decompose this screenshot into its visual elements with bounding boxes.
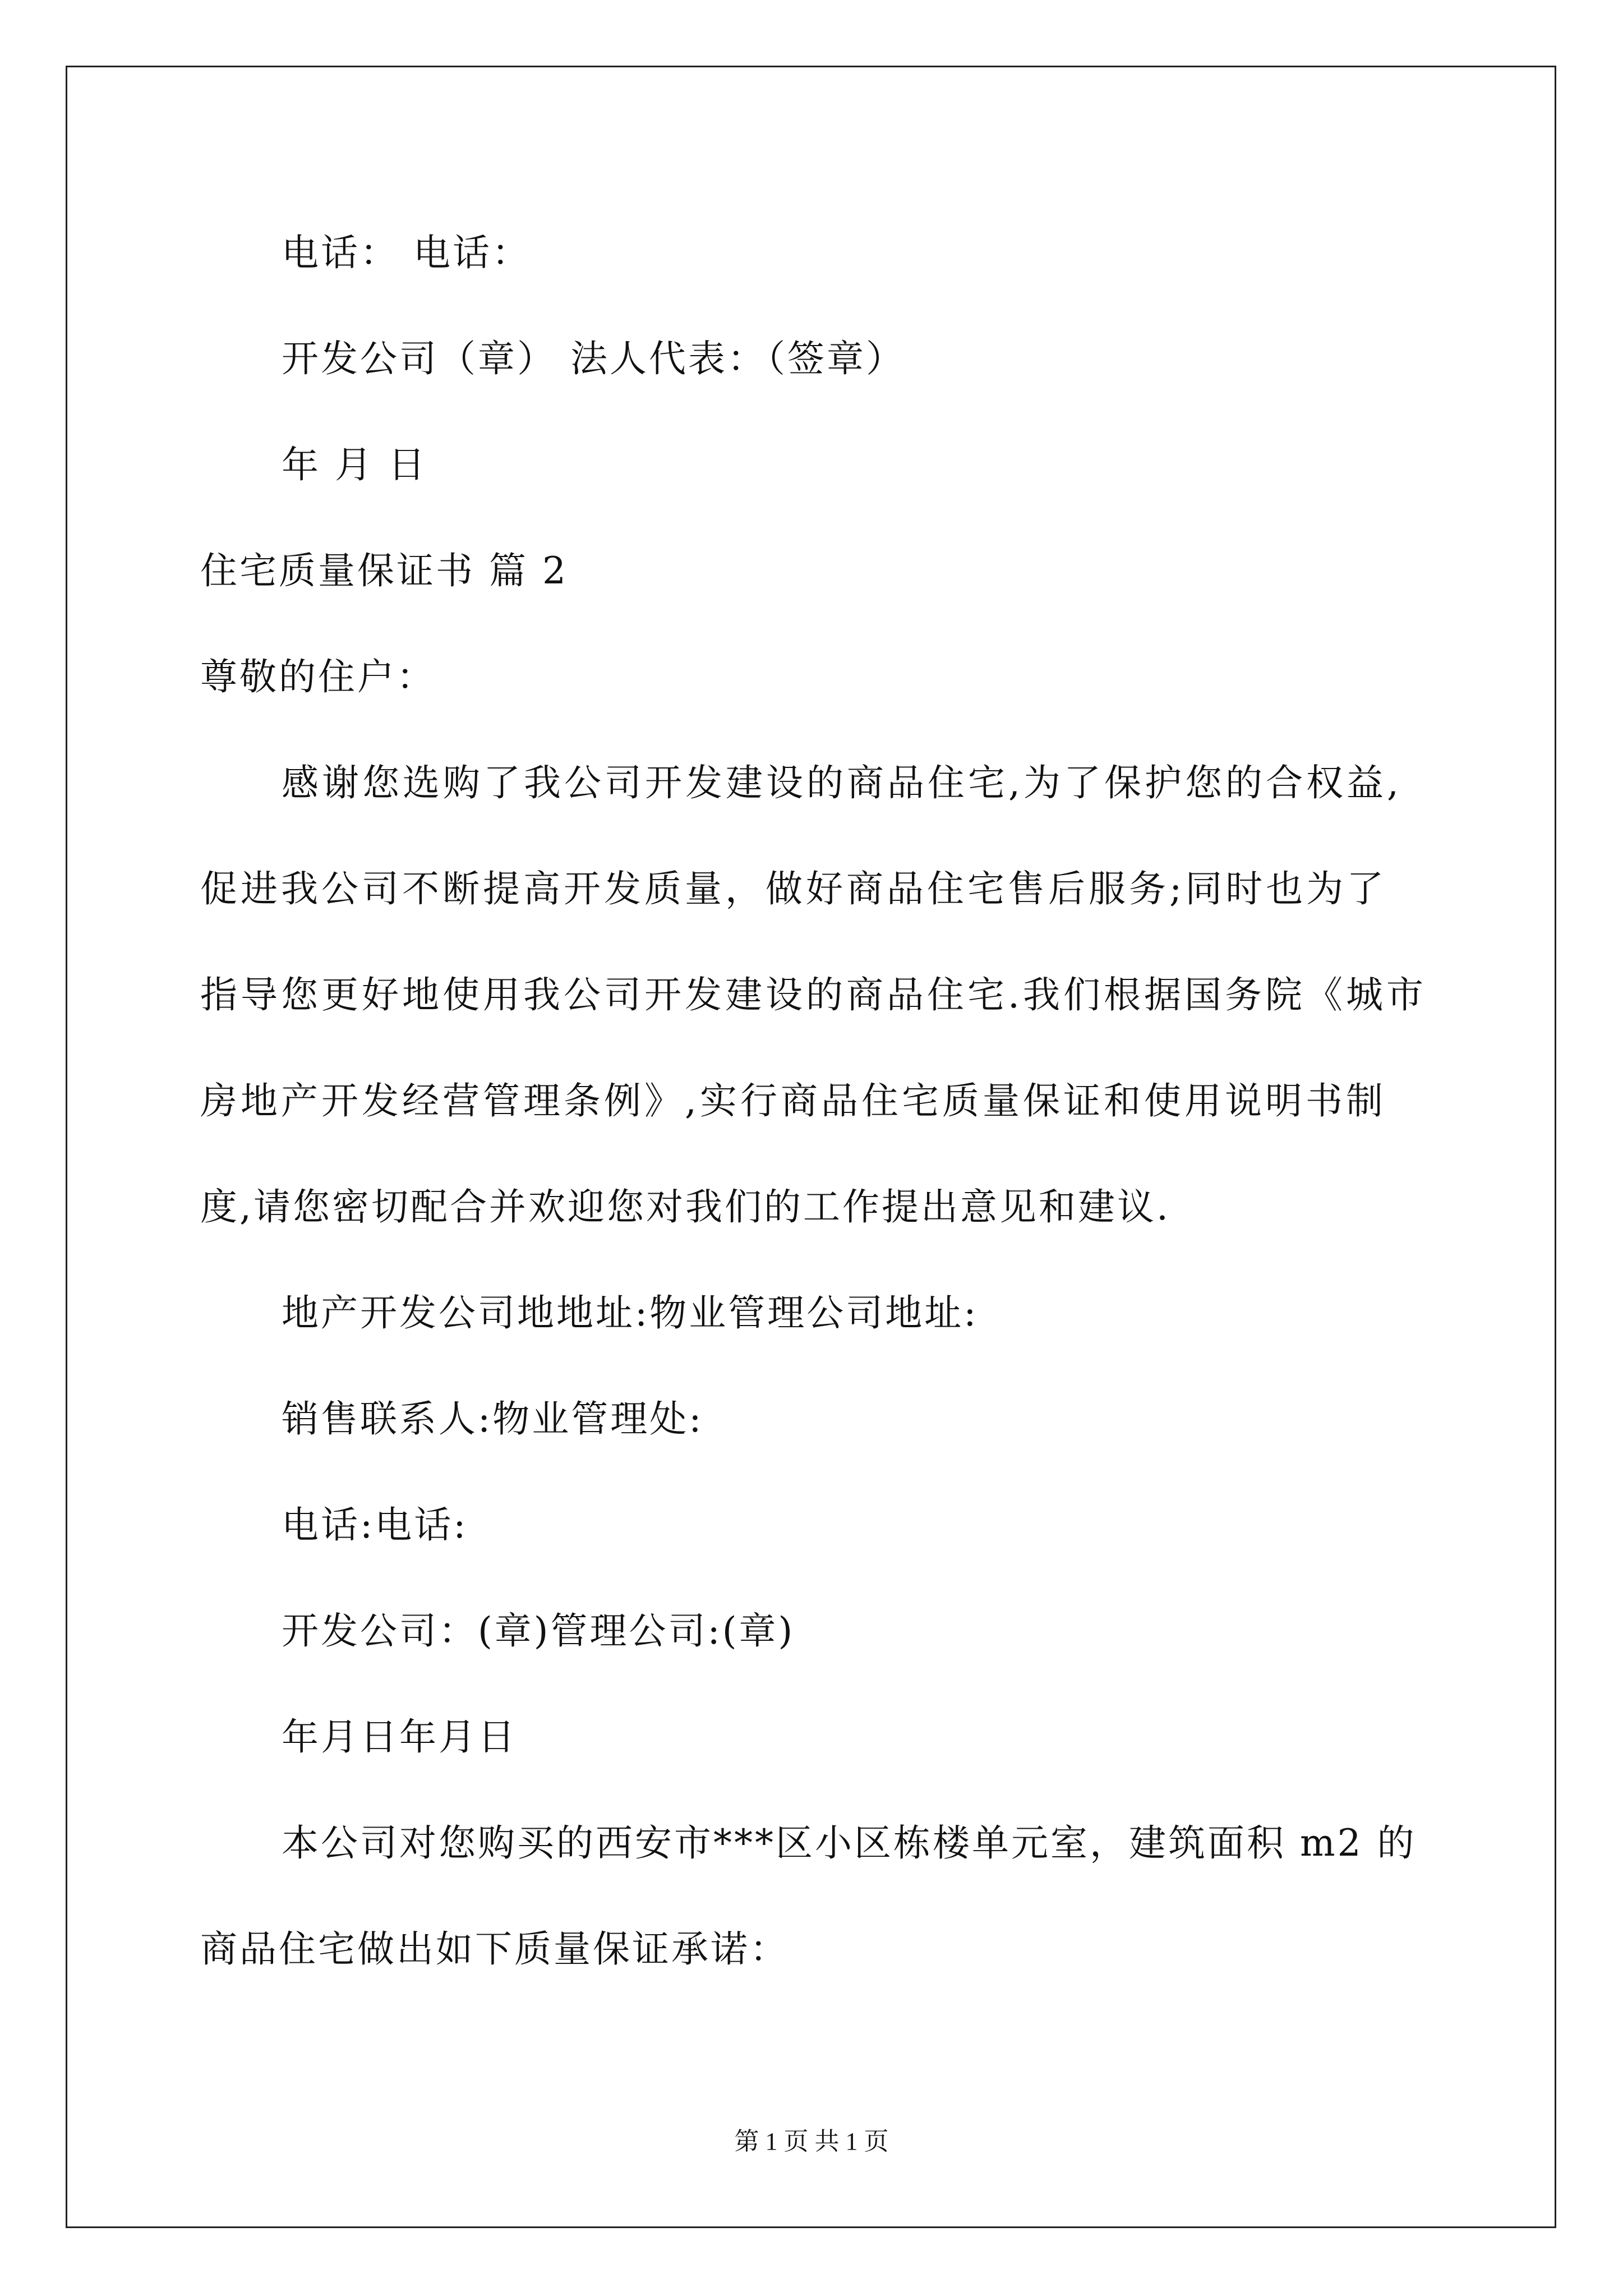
paragraph-line: 感谢您选购了我公司开发建设的商品住宅,为了保护您的合权益, <box>282 761 1402 804</box>
page-footer: 第 1 页 共 1 页 <box>734 2128 889 2155</box>
paragraph-line: 度,请您密切配合并欢迎您对我们的工作提出意见和建议. <box>200 1185 1170 1228</box>
page-border <box>66 66 1556 2228</box>
text-line-date: 年 月 日 <box>282 443 427 486</box>
paragraph-line: 本公司对您购买的西安市***区小区栋楼单元室，建筑面积 m2 的 <box>282 1821 1417 1865</box>
salutation: 尊敬的住户： <box>200 655 436 698</box>
text-line-phones: 电话:电话: <box>282 1503 468 1547</box>
text-line-addresses: 地产开发公司地地址:物业管理公司地址: <box>282 1291 979 1335</box>
paragraph-line: 房地产开发经营管理条例》,实行商品住宅质量保证和使用说明书制 <box>200 1079 1386 1122</box>
section-heading: 住宅质量保证书 篇 2 <box>200 549 568 592</box>
text-line-seals: 开发公司：(章)管理公司:(章) <box>282 1609 795 1653</box>
text-line-developer-seal: 开发公司（章） 法人代表：（签章） <box>282 337 905 380</box>
text-line-dates: 年月日年月日 <box>282 1715 517 1759</box>
paragraph-line: 商品住宅做出如下质量保证承诺： <box>200 1927 789 1971</box>
text-line-contacts: 销售联系人:物业管理处: <box>282 1397 704 1441</box>
paragraph-line: 指导您更好地使用我公司开发建设的商品住宅.我们根据国务院《城市 <box>200 973 1427 1016</box>
paragraph-line: 促进我公司不断提高开发质量，做好商品住宅售后服务;同时也为了 <box>200 867 1387 910</box>
text-line-phone: 电话： 电话： <box>282 231 531 274</box>
